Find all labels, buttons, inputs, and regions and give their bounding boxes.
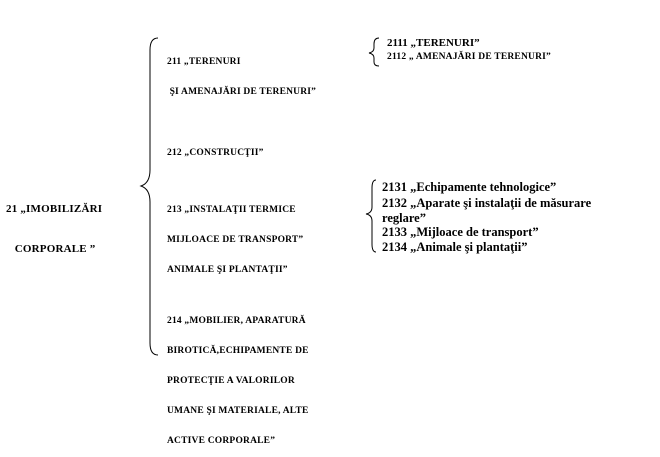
node-2131: 2131 „Echipamente tehnologice” [382,180,557,194]
node-214-line-3: PROTECŢIE A VALORILOR [167,375,295,386]
node-2112: 2112 „ AMENAJĂRI DE TERENURI” [387,52,551,62]
node-2111: 2111 „TERENURI” [387,37,480,49]
node-214-line-2: BIROTICĂ,ECHIPAMENTE DE [167,345,309,356]
node-213-line-1: 213 „INSTALAŢII TERMICE [167,204,296,215]
node-213 [167,186,303,286]
node-214-line-1: 214 „MOBILIER, APARATURĂ [167,315,306,326]
node-212-line-1: 212 „CONSTRUCŢII” [167,147,264,158]
brace-211 [369,38,379,66]
root-line-1: 21 „IMOBILIZĂRI [6,203,103,216]
main-brace [141,38,158,355]
node-214-line-5: ACTIVE CORPORALE” [167,435,276,446]
node-2134: 2134 „Animale şi plantaţii” [382,240,528,254]
node-213-line-3: ANIMALE ŞI PLANTAŢII” [167,264,288,275]
node-2132: 2132 „Aparate şi instalaţii de măsurare [382,196,592,210]
node-214-line-4: UMANE ŞI MATERIALE, ALTE [167,405,309,416]
node-214 [167,297,309,457]
node-212 [167,129,264,169]
node-2133: 2133 „Mijloace de transport” [382,225,539,239]
node-211-line-2: ŞI AMENAJĂRI DE TERENURI” [167,86,319,97]
node-2132-cont: reglare” [382,211,426,225]
node-211 [167,38,319,108]
brace-213 [366,180,376,252]
root-node [6,177,102,269]
node-211-line-1: 211 „TERENURI [167,56,241,67]
node-213-line-2: MIJLOACE DE TRANSPORT” [167,234,304,245]
root-line-2: CORPORALE ” [14,242,96,255]
